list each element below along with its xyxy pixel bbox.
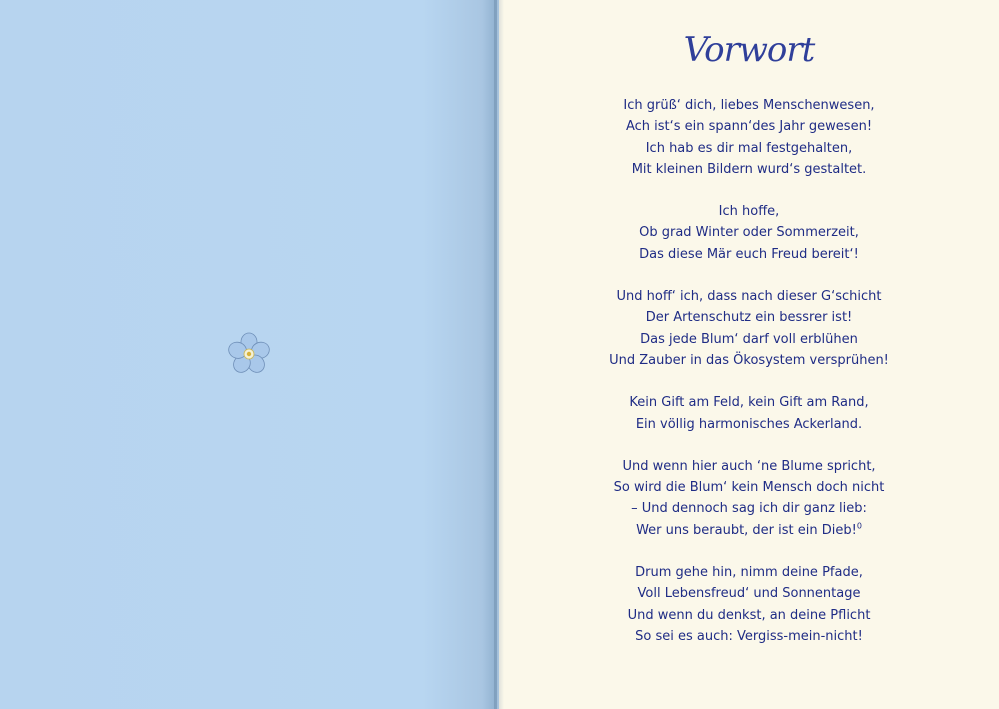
stanza-2 [499, 201, 999, 265]
stanza-4 [499, 392, 999, 435]
footnote-marker: 0 [856, 521, 862, 531]
poem-line: Ob grad Winter oder Sommerzeit, [639, 225, 859, 241]
poem-line: Und wenn hier auch ‘ne Blume spricht, [622, 458, 876, 474]
poem [499, 95, 999, 668]
poem-line: Mit kleinen Bildern wurd‘s gestaltet. [631, 161, 867, 177]
poem-line: So wird die Blum‘ kein Mensch doch nicht [613, 480, 885, 496]
left-page [0, 0, 497, 709]
stanza-5 [499, 456, 999, 541]
poem-line: Ein völlig harmonisches Ackerland. [635, 416, 863, 432]
poem-line: Voll Lebensfreud‘ und Sonnentage [637, 586, 861, 602]
poem-line: Der Artenschutz ein bessrer ist! [645, 310, 853, 326]
poem-line: Und wenn du denkst, an deine Pflicht [627, 607, 871, 623]
poem-line: Und hoff‘ ich, dass nach dieser G‘schicht [616, 289, 882, 305]
stanza-6 [499, 562, 999, 647]
poem-line: Ach ist‘s ein spann‘des Jahr gewesen! [625, 119, 873, 135]
poem-line: Kein Gift am Feld, kein Gift am Rand, [629, 395, 869, 411]
poem-line: Ich hoffe, [718, 204, 780, 220]
poem-line: So sei es auch: Vergiss-mein-nicht! [635, 628, 863, 644]
poem-line: Ich hab es dir mal festgehalten, [645, 140, 853, 156]
poem-line-text: Wer uns beraubt, der ist ein Dieb! [636, 522, 857, 538]
poem-line: Und Zauber in das Ökosystem versprühen! [609, 352, 889, 368]
poem-line: Ich grüß‘ dich, liebes Menschenwesen, [623, 98, 875, 113]
poem-line: Drum gehe hin, nimm deine Pfade, [635, 565, 863, 581]
forget-me-not-flower-icon [224, 329, 274, 379]
poem-line: Das jede Blum‘ darf voll erblühen [640, 331, 858, 347]
stanza-1 [499, 95, 999, 180]
page-title: Vorwort [683, 30, 815, 70]
poem-line: – Und dennoch sag ich dir ganz lieb: [631, 501, 867, 517]
poem-line-with-footnote [499, 520, 999, 541]
stanza-3 [499, 286, 999, 371]
poem-line: Das diese Mär euch Freud bereit‘! [639, 246, 859, 262]
